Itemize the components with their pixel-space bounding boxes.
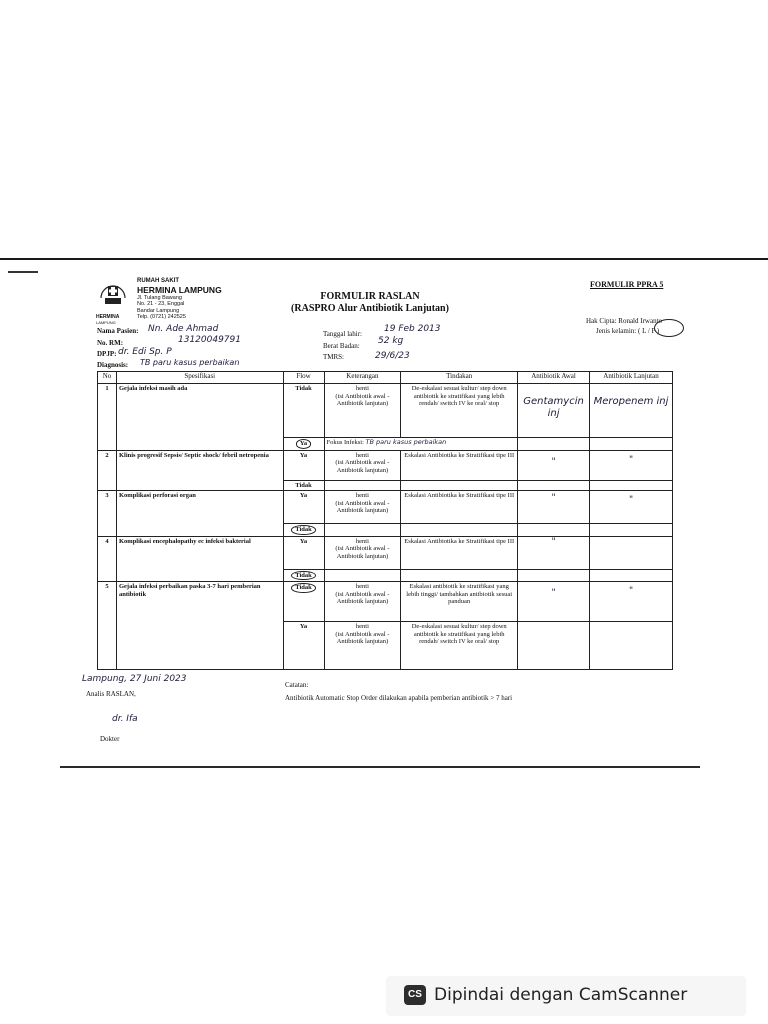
row-flow: Tidak	[283, 384, 324, 438]
row-antibiotik-awal: Gentamycin inj	[518, 384, 590, 438]
row-keterangan: henti (isi Antibiotik awal - Antibiotik lanjutan)	[324, 582, 401, 622]
logo-text: HERMINA	[96, 314, 120, 320]
empty-cell	[590, 524, 673, 537]
column-header: Spesifikasi	[116, 372, 283, 384]
form-title-block	[250, 291, 490, 315]
tmrs-label: TMRS:	[323, 353, 345, 361]
empty-cell	[324, 524, 401, 537]
column-header: Tindakan	[401, 372, 518, 384]
column-header: No	[98, 372, 117, 384]
empty-cell	[518, 438, 590, 451]
row-tindakan: Eskalasi antibiotik ke stratifikasi yang lebih tinggi/ tambahkan antibiotik sesuai panduan	[401, 582, 518, 622]
empty-cell	[590, 569, 673, 582]
copyright-text: Hak Cipta: Ronald Irwanto	[586, 317, 663, 325]
row-tindakan: Eskalasi Antibiotika ke Stratifikasi tipe III	[401, 450, 518, 480]
row-keterangan: henti (isi Antibiotik awal - Antibiotik lanjutan)	[324, 450, 401, 480]
scanner-watermark	[386, 976, 746, 1016]
flow-circle-mark: Tidak	[291, 525, 316, 535]
hospital-line1: RUMAH SAKIT	[137, 278, 179, 284]
place-date: Lampung, 27 Juni 2023	[82, 674, 187, 684]
row-keterangan: henti (isi Antibiotik awal - Antibiotik lanjutan)	[324, 491, 401, 524]
weight-label: Berat Badan:	[323, 342, 360, 350]
patient-name-value: Nn. Ade Ahmad	[148, 324, 219, 334]
diagnosis-label: Diagnosis:	[97, 361, 129, 369]
scan-edge-mark	[8, 271, 38, 273]
row-flow: Ya	[283, 622, 324, 670]
column-header: Antibiotik Awal	[518, 372, 590, 384]
row-flow: Ya	[283, 450, 324, 480]
row-antibiotik-awal: "	[518, 450, 590, 480]
empty-cell	[590, 480, 673, 491]
hospital-name: HERMINA LAMPUNG	[137, 284, 222, 295]
row-spec: Komplikasi perforasi organ	[116, 491, 283, 537]
table-row	[98, 582, 673, 622]
row-antibiotik-lanjutan	[590, 536, 673, 569]
row-antibiotik-lanjutan: Meropenem inj	[590, 384, 673, 438]
fokus-infeksi	[324, 438, 518, 451]
row-tindakan: Eskalasi Antibiotika ke Stratifikasi tipe III	[401, 491, 518, 524]
empty-cell	[518, 480, 590, 491]
empty-cell	[401, 569, 518, 582]
row-antibiotik-lanjutan: "	[590, 450, 673, 480]
table-row	[98, 450, 673, 480]
flow-circle-mark: Ya	[296, 439, 311, 449]
row-number: 2	[98, 450, 117, 491]
address-line: Jl. Tulang Bawang	[137, 294, 182, 301]
signature: dr. Ifa	[112, 714, 138, 724]
row-antibiotik-awal: "	[518, 582, 590, 622]
tmrs-value: 29/6/23	[375, 351, 410, 361]
form-subtitle: (RASPRO Alur Antibiotik Lanjutan)	[291, 303, 449, 314]
row-number: 5	[98, 582, 117, 670]
row-flow: Tidak	[283, 480, 324, 491]
hospital-info	[137, 278, 222, 321]
fokus-value: TB paru kasus perbaikan	[365, 438, 447, 446]
empty-cell	[401, 480, 518, 491]
address-line: Telp. (0721) 242525	[137, 314, 186, 320]
row-keterangan: henti (isi Antibiotik awal - Antibiotik lanjutan)	[324, 384, 401, 438]
empty-cell	[324, 480, 401, 491]
table-row	[98, 384, 673, 438]
row-flow: Ya	[283, 536, 324, 569]
logo-sub: LAMPUNG	[96, 320, 116, 325]
empty-cell	[518, 569, 590, 582]
empty-cell	[518, 524, 590, 537]
paper-bottom-edge	[60, 766, 700, 768]
row-number: 3	[98, 491, 117, 537]
row-spec: Komplikasi encephalopathy ec infeksi bakterial	[116, 536, 283, 582]
dpjp-value: dr. Edi Sp. P	[118, 347, 172, 357]
rm-label: No. RM:	[97, 339, 124, 347]
row-spec: Klinis progresif Sepsis/ Septic shock/ febril netropenia	[116, 450, 283, 491]
address-line: No. 21 - 23, Enggal	[137, 301, 185, 307]
dpjp-label: DPJP:	[97, 350, 117, 358]
table-row	[98, 491, 673, 524]
address-line: Bandar Lampung	[137, 307, 180, 314]
row-keterangan: henti (isi Antibiotik awal - Antibiotik lanjutan)	[324, 622, 401, 670]
notes-block	[285, 679, 512, 705]
row-antibiotik-lanjutan: "	[590, 582, 673, 622]
analis-label: Analis RASLAN,	[86, 690, 136, 698]
empty-cell	[401, 524, 518, 537]
form-reference: FORMULIR PPRA 5	[590, 280, 664, 289]
gender-circle-mark	[654, 319, 684, 337]
fokus-label: Fokus Infeksi:	[326, 439, 366, 446]
table-header-row	[98, 372, 673, 384]
hermina-logo-icon	[95, 276, 131, 316]
empty-cell	[590, 622, 673, 670]
raslan-table	[97, 371, 673, 670]
patient-name-label: Nama Pasien:	[97, 327, 139, 335]
flow-circle-mark: Tidak	[291, 583, 316, 593]
row-flow: Ya	[283, 491, 324, 524]
column-header: Keterangan	[324, 372, 401, 384]
column-header: Antibiotik Lanjutan	[590, 372, 673, 384]
row-number: 4	[98, 536, 117, 582]
notes-label: Catatan:	[285, 681, 309, 689]
diagnosis-value: TB paru kasus perbaikan	[140, 358, 240, 367]
dob-label: Tanggal lahir:	[323, 330, 362, 338]
scanner-text: Dipindai dengan CamScanner	[434, 985, 688, 1005]
paper-top-edge	[0, 258, 768, 260]
dob-value: 19 Feb 2013	[384, 324, 441, 334]
row-tindakan: De-eskalasi sesuai kultur/ step down antibiotik ke stratifikasi yang lebih rendah/ switch IV ke oral/ stop	[401, 384, 518, 438]
weight-value: 52 kg	[378, 336, 404, 346]
column-header: Flow	[283, 372, 324, 384]
row-antibiotik-lanjutan: "	[590, 491, 673, 524]
camscanner-logo-icon: CS	[404, 985, 426, 1005]
row-flow	[283, 524, 324, 537]
doctor-label: Dokter	[100, 735, 120, 743]
empty-cell	[518, 622, 590, 670]
row-flow	[283, 582, 324, 622]
row-number: 1	[98, 384, 117, 451]
flow-circle-mark: Tidak	[291, 571, 316, 581]
notes-text: Antibiotik Automatic Stop Order dilakukan apabila pemberian antibiotik > 7 hari	[285, 694, 513, 702]
form-title: FORMULIR RASLAN	[320, 291, 420, 302]
row-tindakan: De-eskalasi sesuai kultur/ step down antibiotik ke stratifikasi yang lebih rendah/ switch IV ke oral/ stop	[401, 622, 518, 670]
empty-cell	[324, 569, 401, 582]
row-flow	[283, 438, 324, 451]
logo-caption	[96, 314, 119, 325]
gender-field: Jenis kelamin: ( L / P )	[596, 327, 660, 335]
row-keterangan: henti (isi Antibiotik awal - Antibiotik lanjutan)	[324, 536, 401, 569]
row-tindakan: Eskalasi Antibiotika ke Stratifikasi tipe III	[401, 536, 518, 569]
row-antibiotik-awal: "	[518, 491, 590, 524]
row-antibiotik-awal: "	[518, 536, 590, 569]
table-row	[98, 536, 673, 569]
rm-value: 13120049791	[178, 335, 241, 345]
row-spec: Gejala infeksi masih ada	[116, 384, 283, 451]
empty-cell	[590, 438, 673, 451]
row-flow	[283, 569, 324, 582]
row-spec: Gejala infeksi perbaikan paska 3-7 hari pemberian antibiotik	[116, 582, 283, 670]
